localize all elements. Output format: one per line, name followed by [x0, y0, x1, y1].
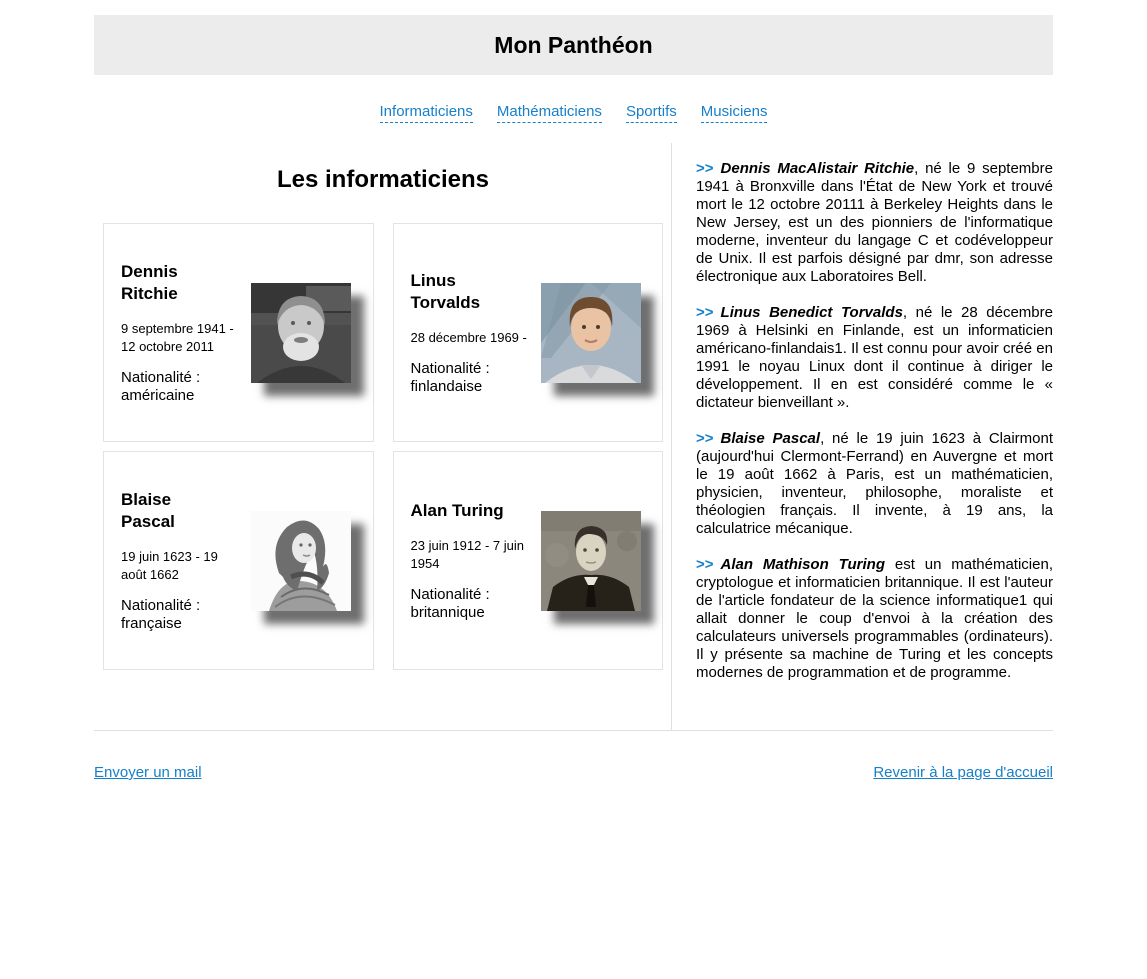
bio-paragraph-blaise-pascal [696, 430, 1053, 538]
page-footer [94, 764, 1053, 821]
bio-text: , né le 19 juin 1623 à Clairmont (aujourd'hui Clermont-Ferrand) en Auvergne et mort le 19 août 1662 à Paris, est un mathématicien, physicien, inventeur, philosophe, moraliste et théologien français. Il invente, à 19 ans, la calculatrice mécanique. [696, 430, 1053, 537]
nav-item-sportifs[interactable]: Sportifs [626, 103, 677, 123]
person-nationality: Nationalité : française [121, 596, 201, 632]
blaise-pascal-photo [251, 511, 351, 611]
person-name: Blaise Pascal [121, 489, 175, 531]
person-card-blaise-pascal [103, 451, 374, 670]
page-title: Mon Panthéon [494, 31, 653, 58]
person-dates: 28 décembre 1969 - [410, 329, 527, 345]
bio-panel [671, 143, 1053, 730]
bio-marker: >> [696, 430, 714, 447]
cards-grid [103, 223, 663, 670]
nav-item-mathematiciens[interactable]: Mathématiciens [497, 103, 602, 123]
alan-turing-photo [541, 511, 641, 611]
person-card-dennis-ritchie [103, 223, 374, 442]
bio-name: Dennis MacAlistair Ritchie [720, 160, 915, 177]
bio-name: Alan Mathison Turing [720, 556, 885, 573]
person-nationality: Nationalité : britannique [410, 585, 490, 621]
nav-item-informaticiens[interactable]: Informaticiens [380, 103, 473, 123]
dennis-ritchie-photo [251, 283, 351, 383]
main-nav [94, 103, 1053, 123]
bio-marker: >> [696, 304, 714, 321]
person-card-text [121, 489, 245, 633]
nav-item-musiciens[interactable]: Musiciens [701, 103, 768, 123]
person-nationality: Nationalité : américaine [121, 368, 201, 404]
person-name: Alan Turing [410, 500, 504, 520]
person-dates: 19 juin 1623 - 19 août 1662 [121, 548, 218, 582]
bio-text: est un mathématicien, cryptologue et informaticien britannique. Il est l'auteur de l'article fondateur de la science informatique1 qui allait donner le coup d'envoi à la création des calculateurs universels programmables (ordinateurs). Il y présente sa machine de Turing et les concepts modernes de programmation et de programme. [696, 556, 1053, 681]
linus-torvalds-photo [541, 283, 641, 383]
person-name: Linus Torvalds [410, 270, 481, 312]
app-header [94, 15, 1053, 75]
person-nationality: Nationalité : finlandaise [410, 359, 490, 395]
person-card-text [411, 270, 535, 396]
bio-text: , né le 28 décembre 1969 à Helsinki en Finlande, est un informaticien américano-finlandais1. Il est connu pour avoir créé en 1991 le noyau Linux dont il continue à diriger le développement. Il en est considéré comme le « dictateur bienveillant ». [696, 304, 1053, 411]
cards-section [94, 143, 671, 730]
person-name: Dennis Ritchie [121, 261, 178, 303]
person-dates: 9 septembre 1941 - 12 octobre 2011 [121, 320, 234, 354]
bio-marker: >> [696, 556, 714, 573]
bio-paragraph-dennis-ritchie [696, 160, 1053, 286]
page-container [94, 15, 1053, 821]
bio-paragraph-alan-turing [696, 556, 1053, 682]
person-card-text [121, 261, 245, 405]
bio-name: Blaise Pascal [720, 430, 821, 447]
bio-paragraph-linus-torvalds [696, 304, 1053, 412]
person-dates: 23 juin 1912 - 7 juin 1954 [410, 537, 524, 571]
bio-text: , né le 9 septembre 1941 à Bronxville dans l'État de New York et trouvé mort le 12 octobre 20111 à Berkeley Heights dans le New Jersey, est un des pionniers de l'informatique moderne, inventeur du langage C et codéveloppeur de Unix. Il est parfois désigné par dmr, son adresse électronique aux Laboratoires Bell. [696, 160, 1053, 285]
home-link[interactable]: Revenir à la page d'accueil [873, 764, 1053, 781]
mail-link[interactable]: Envoyer un mail [94, 764, 202, 781]
bio-marker: >> [696, 160, 714, 177]
person-card-alan-turing [393, 451, 664, 670]
bio-name: Linus Benedict Torvalds [720, 304, 903, 321]
section-title: Les informaticiens [276, 166, 490, 193]
person-card-text [411, 500, 535, 622]
person-card-linus-torvalds [393, 223, 664, 442]
main-content [94, 143, 1053, 731]
